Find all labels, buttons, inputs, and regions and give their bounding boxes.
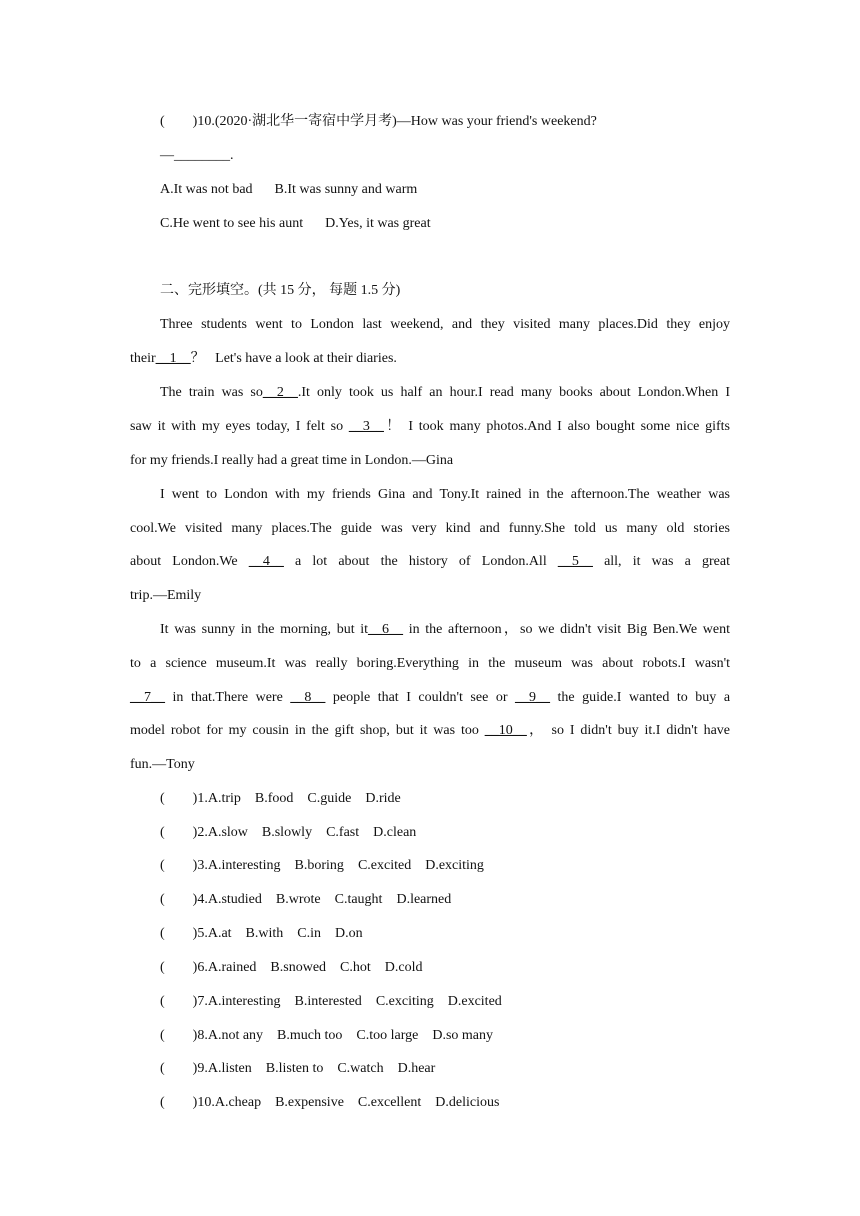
question-number: ( )4. [160,892,208,907]
question-option: C.exciting [375,994,434,1009]
question-option: D.so many [432,1028,494,1043]
emily-line-4: trip.—Emily [130,588,202,603]
question-option: C.guide [307,791,352,806]
question-row [160,1093,499,1113]
question-number: ( )10. [160,1095,215,1110]
question-option: A.at [207,926,232,941]
text-run: people that I couldn't see or [332,690,508,705]
question-option: B.expensive [275,1095,344,1110]
q10-option-d: D.Yes, it was great [325,216,431,231]
text-run: a lot about the history of London.All [294,554,547,569]
text-run: about London.We [130,554,238,569]
blank-2: __2__ [262,385,298,400]
question-option: A.studied [207,892,262,907]
question-number: ( )3. [160,858,208,873]
text-run: model robot for my cousin in the gift shop, but it was too [130,723,485,738]
question-option: B.snowed [270,960,327,975]
question-option: B.boring [294,858,344,873]
question-option: B.wrote [275,892,321,907]
question-option: D.delicious [435,1095,500,1110]
q10-options-row-1 [160,180,417,200]
question-row [160,924,363,944]
passage-intro-line-1: Three students went to London last weekend, and they visited many places.Did they enjoy [160,317,730,332]
text-run: saw it with my eyes today, I felt so [130,419,349,434]
question-option: C.taught [334,892,383,907]
question-option: A.interesting [207,858,281,873]
question-option: D.exciting [425,858,484,873]
blank-6: __6__ [368,622,404,637]
question-option: C.hot [340,960,371,975]
question-option: D.excited [447,994,502,1009]
question-option: C.fast [326,825,360,840]
text-run: their [130,351,156,366]
text-run: ！ I took many photos.And I also bought some nice gifts [383,419,731,434]
gina-line-2 [130,417,730,437]
question-option: C.excellent [357,1095,422,1110]
question-option: D.learned [396,892,452,907]
blank-3: __3__ [348,419,384,434]
blank-1: __1__ [155,351,191,366]
question-number: ( )6. [160,960,208,975]
question-option: A.rained [207,960,257,975]
text-run: all, it was a great [604,554,730,569]
tony-line-3 [130,688,730,708]
text-run: ， so I didn't buy it.I didn't have [526,723,730,738]
question-row [160,1026,493,1046]
question-option: A.cheap [214,1095,262,1110]
question-row [160,992,502,1012]
q10-answer-line: —________. [160,148,234,163]
text-run: ？ Let's have a look at their diaries. [190,351,397,366]
question-option: B.listen to [265,1061,324,1076]
question-option: A.listen [207,1061,252,1076]
gina-line-1 [160,383,730,403]
blank-4: __4__ [248,554,284,569]
question-option: B.slowly [261,825,313,840]
question-option: D.cold [384,960,423,975]
question-option: B.interested [294,994,362,1009]
emily-line-2: cool.We visited many places.The guide was very kind and funny.She told us many old stories [130,521,730,536]
question-row [160,958,423,978]
blank-10: __10__ [484,723,527,738]
text-run: .It only took us half an hour.I read many books about London.When I [297,385,730,400]
question-number: ( )1. [160,791,208,806]
question-row [160,890,451,910]
question-row [160,1059,435,1079]
q10-option-b: B.It was sunny and warm [274,182,418,197]
blank-9: __9__ [515,690,551,705]
question-option: D.clean [373,825,417,840]
blank-7: __7__ [130,690,165,705]
text-run: The train was so [160,385,263,400]
question-option: C.watch [337,1061,384,1076]
tony-line-5: fun.—Tony [130,757,195,772]
blank-8: __8__ [290,690,326,705]
question-option: A.trip [207,791,241,806]
tony-line-4 [130,721,730,741]
question-option: B.with [245,926,284,941]
question-option: A.slow [207,825,248,840]
text-run: in that.There were [172,690,283,705]
emily-line-1: I went to London with my friends Gina and Tony.It rained in the afternoon.The weather was [160,487,730,502]
question-row [160,856,484,876]
question-option: C.excited [357,858,412,873]
tony-line-2: to a science museum.It was really boring.Everything in the museum was about robots.I wasn't [130,656,730,671]
q10-option-a: A.It was not bad [160,182,253,197]
question-option: A.not any [207,1028,264,1043]
question-number: ( )2. [160,825,208,840]
question-option: C.too large [356,1028,419,1043]
question-option: B.food [254,791,294,806]
question-number: ( )8. [160,1028,208,1043]
question-option: B.much too [277,1028,343,1043]
question-number: ( )9. [160,1061,208,1076]
tony-line-1 [160,620,730,640]
q10-options-row-2 [160,214,431,234]
q10-stem: ( )10.(2020·湖北华一寄宿中学月考)—How was your friend's weekend? [160,114,597,129]
gina-line-3: for my friends.I really had a great time in London.—Gina [130,453,454,468]
question-option: A.interesting [207,994,281,1009]
question-option: C.in [297,926,322,941]
blank-5: __5__ [557,554,593,569]
question-option: D.hear [397,1061,436,1076]
question-row [160,789,401,809]
text-run: the guide.I wanted to buy a [557,690,731,705]
q10-option-c: C.He went to see his aunt [160,216,304,231]
question-row [160,823,416,843]
section-heading: 二、完形填空。(共 15 分， 每题 1.5 分) [160,283,401,298]
question-number: ( )5. [160,926,208,941]
question-number: ( )7. [160,994,208,1009]
text-run: in the afternoon，so we didn't visit Big Ben.We went [403,622,730,637]
question-option: D.on [335,926,363,941]
text-run: It was sunny in the morning, but it [160,622,369,637]
emily-line-3 [130,552,730,572]
passage-intro-line-2 [130,349,397,369]
question-option: D.ride [365,791,401,806]
